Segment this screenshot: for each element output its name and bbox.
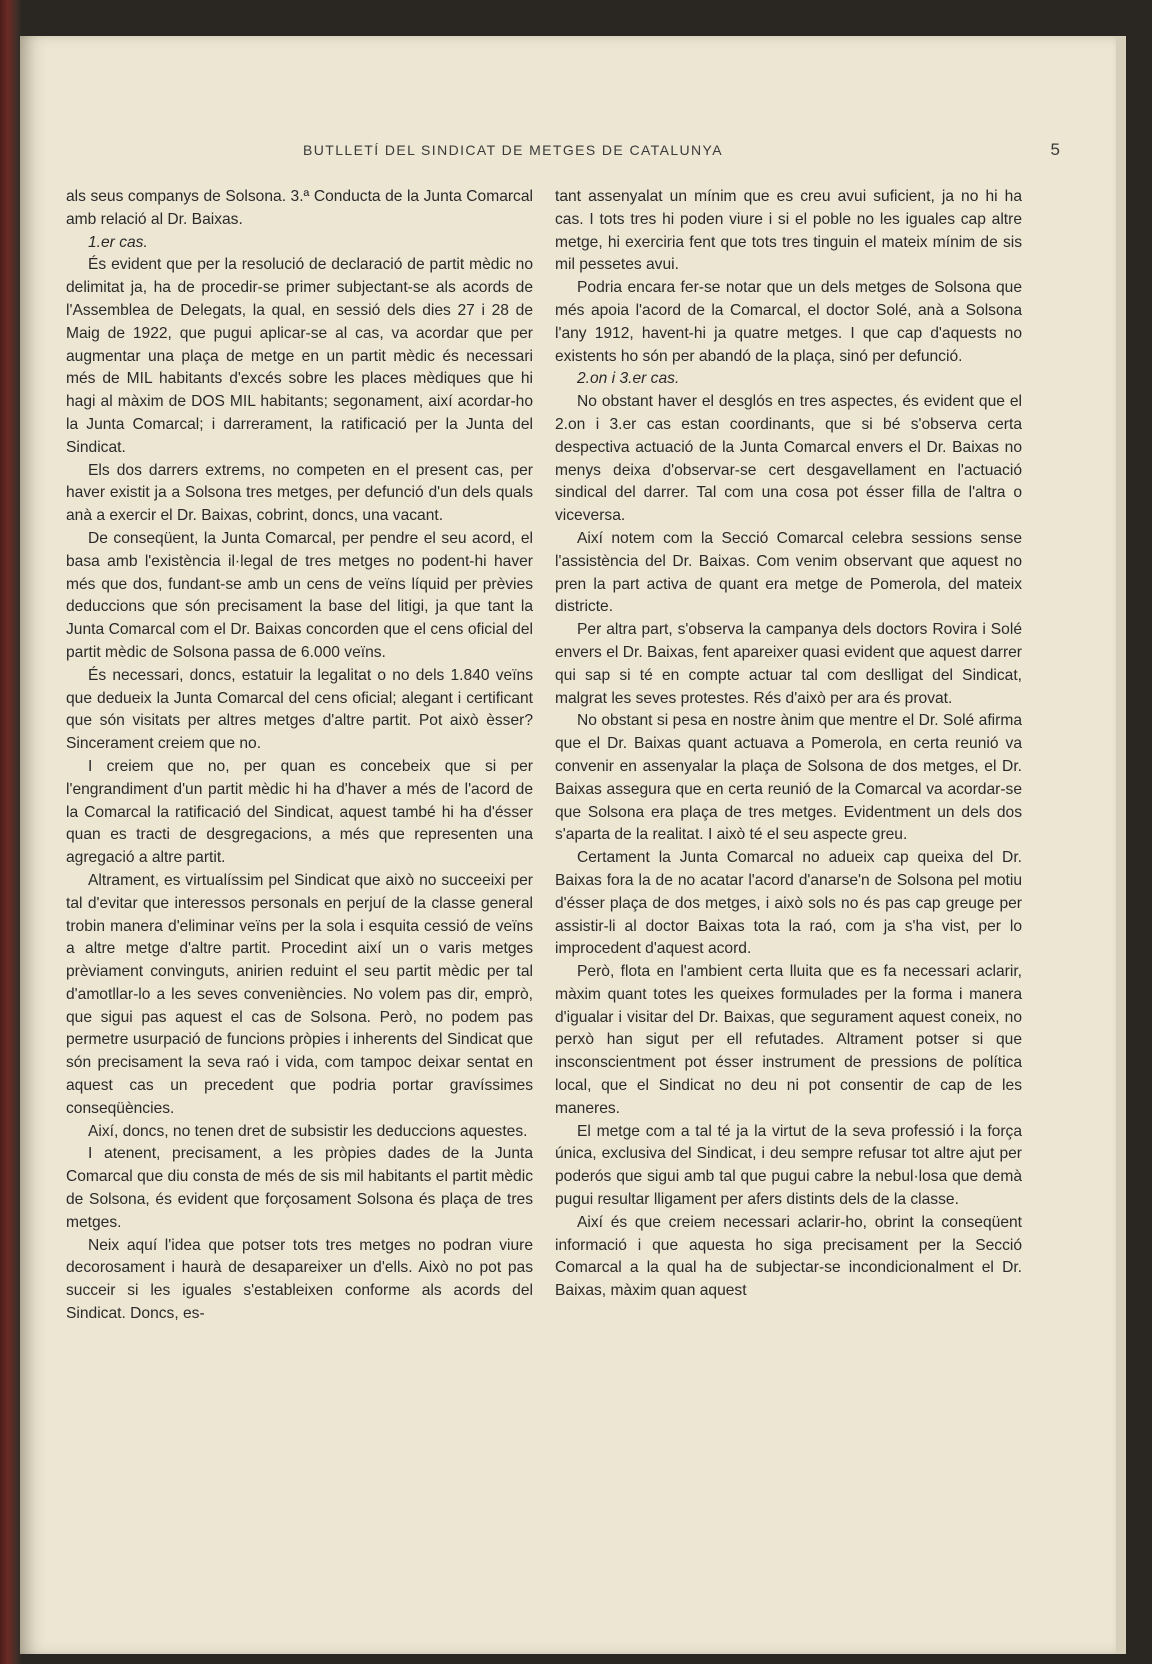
paragraph: Així, doncs, no tenen dret de subsistir les deduccions aquestes. <box>88 1122 528 1140</box>
paragraph: Altrament, es virtualíssim pel Sindicat que això no succeeixi per tal d'evitar que interessos personals en perjuí de la classe general trobin manera d'eliminar veïns per la sola i esquita cessió de veïns a altre metge d'altre partit. Procedint així un o varis metges prèviament convinguts, anirien reduint el seu partit mèdic per tal d'amotllar-lo a les seves conveniències. No volem pas dir, emprò, que sigui pas aquest el cas de Solsona. Però, no podem pas permetre usurpació de funcions pròpies i inherents del Sindicat que són precisament la seva raó i vida, com tampoc deixar sentat en aquest cas un precedent que podria portar gravíssimes conseqüències. <box>66 871 533 1117</box>
paragraph: Però, flota en l'ambient certa lluita que es fa necessari aclarir, màxim quant totes les queixes formulades per la forma i manera d'igualar i visitar del Dr. Baixas, que segurament aquest coneix, no perxò han sigut per ell refutades. Altrament potser si que insconscientment pot ésser instrument de pressions de política local, que el Sindicat no deu ni pot consentir de cap de les maneres. <box>555 963 1022 1117</box>
paragraph: Neix aquí l'idea que potser tots tres metges no podran viure decorosament i haurà de desapareixer un d'ells. Això no pot pas succeir si les iguales s'estableixen conforme als acords del Sindicat. Doncs, es- <box>66 1236 533 1323</box>
paragraph: És necessari, doncs, estatuir la legalitat o no dels 1.840 veïns que dedueix la Junta Comarcal del cens oficial; alegant i certificant que són visitats per altres metges d'altre partit. Pot això èsser? Sincerament creiem que no. <box>66 666 533 753</box>
paragraph: Certament la Junta Comarcal no adueix cap queixa del Dr. Baixas fora la de no acatar l'acord d'anarse'n de Solsona pel motiu d'ésser plaça de dos metges, i això sols no és pas cap greuge per assistir-li al doctor Baixas tota la raó, com ja s'ha vist, per lo improcedent d'aquest acord. <box>555 849 1022 958</box>
paragraph: I atenent, precisament, a les pròpies dades de la Junta Comarcal que diu consta de més de sis mil habitants el partit mèdic de Solsona, és evident que forçosament Solsona és plaça de tres metges. <box>66 1145 533 1231</box>
right-column <box>555 186 1022 1303</box>
paragraph: No obstant si pesa en nostre ànim que mentre el Dr. Solé afirma que el Dr. Baixas quant actuava a Pomerola, en certa reunió va convenir en assenyalar la plaça de Solsona de dos metges, el Dr. Baixas assegura que en certa reunió de la Comarcal va acordar-se que Solsona era plaça de tres metges. Evidentment un dels dos s'aparta de la realitat. I això té el seu aspecte greu. <box>555 712 1022 844</box>
paragraph: Podria encara fer-se notar que un dels metges de Solsona que més apoia l'acord de la Comarcal, el doctor Solé, anà a Solsona l'any 1912, havent-hi ja quatre metges. I que cap d'aquests no existents ho són per abandó de la plaça, sinó per defunció. <box>555 279 1022 365</box>
paragraph-continuation: tant assenyalat un mínim que es creu avui suficient, ja no hi ha cas. I tots tres hi poden viure i si el poble no les iguales cap altre metge, hi exerciria fent que tots tres tinguin el mateix mínim de sis mil pessetes avui. <box>555 188 1022 274</box>
paragraph: Per altra part, s'observa la campanya dels doctors Rovira i Solé envers el Dr. Baixas, fent apareixer quasi evident que aquest darrer qui sap si té en compte actuar tal com deslligat del Sindicat, malgrat les seves protestes. Rés d'això per ara és provat. <box>555 621 1022 707</box>
paragraph: No obstant haver el desglós en tres aspectes, és evident que el 2.on i 3.er cas estan coordinants, que si bé s'observa certa despectiva actuació de la Junta Comarcal envers el Dr. Baixas no menys deixa d'observar-se cert desgavellament en l'actuació sindical del darrer. Tal com una cosa pot ésser filla de l'altra o viceversa. <box>555 393 1022 525</box>
paragraph: Així és que creiem necessari aclarir-ho, obrint la conseqüent informació i que aquesta ho siga precisament per la Secció Comarcal a la qual ha de subjectar-se incondicionalment el Dr. Baixas, màxim quan aquest <box>555 1213 1022 1300</box>
left-column <box>66 186 533 1326</box>
paragraph: De conseqüent, la Junta Comarcal, per pendre el seu acord, el basa amb l'existència il·legal de tres metges no podent-hi haver més que dos, fundant-se amb un cens de veïns líquid per prèvies deduccions que són precisament la base del litigi, ja que tant la Junta Comarcal com el Dr. Baixas concorden que el cens oficial del partit mèdic de Solsona passa de 6.000 veïns. <box>66 529 533 661</box>
paragraph: Els dos darrers extrems, no competen en el present cas, per haver existit ja a Solsona tres metges, per defunció d'un dels quals anà a exercir el Dr. Baixas, cobrint, doncs, una vacant. <box>66 461 533 525</box>
section-subheading: 1.er cas. <box>88 233 148 251</box>
paragraph: És evident que per la resolució de declaració de partit mèdic no delimitat ja, ha de procedir-se primer subjectant-se als acords de l'Assemblea de Delegats, la qual, en sessió dels dies 27 i 28 de Maig de 1922, que pugui aplicar-se al cas, va acordar que per augmentar una plaça de metge en un partit mèdic és necessari més de MIL habitants d'excés sobre les places mèdiques que hi hagi al màxim de DOS MIL habitants; segonament, així acordar-ho la Junta Comarcal; i darrerament, la ratificació per la Junta del Sindicat. <box>66 256 533 456</box>
page-number: 5 <box>1050 140 1060 159</box>
paragraph: Així notem com la Secció Comarcal celebra sessions sense l'assistència del Dr. Baixas. Com venim observant que aquest no pren la part activa de quant era metge de Pomerola, del mateix districte. <box>555 529 1022 616</box>
paragraph-continuation: als seus companys de Solsona. 3.ª Conducta de la Junta Comarcal amb relació al Dr. Baixas. <box>66 188 533 228</box>
paragraph: El metge com a tal té ja la virtut de la seva professió i la força única, exclusiva del Sindicat, i deu sempre refusar tot altre ajut per poderós que sigui amb tal que pugui cabre la nebul·losa que demà pugui resultar lligament per afers distints dels de la classe. <box>555 1122 1022 1209</box>
paragraph: I creiem que no, per quan es concebeix que si per l'engrandiment d'un partit mèdic hi ha d'haver a més de l'acord de la Comarcal la ratificació del Sindicat, aquest també hi ha d'ésser quan es tracti de desgregacions, a més que representen una agregació a altre partit. <box>66 757 533 867</box>
journal-title: BUTLLETÍ DEL SINDICAT DE METGES DE CATALUNYA <box>303 142 723 158</box>
running-header <box>60 140 1060 162</box>
page-edge <box>1116 36 1126 1654</box>
section-subheading: 2.on i 3.er cas. <box>577 370 680 388</box>
